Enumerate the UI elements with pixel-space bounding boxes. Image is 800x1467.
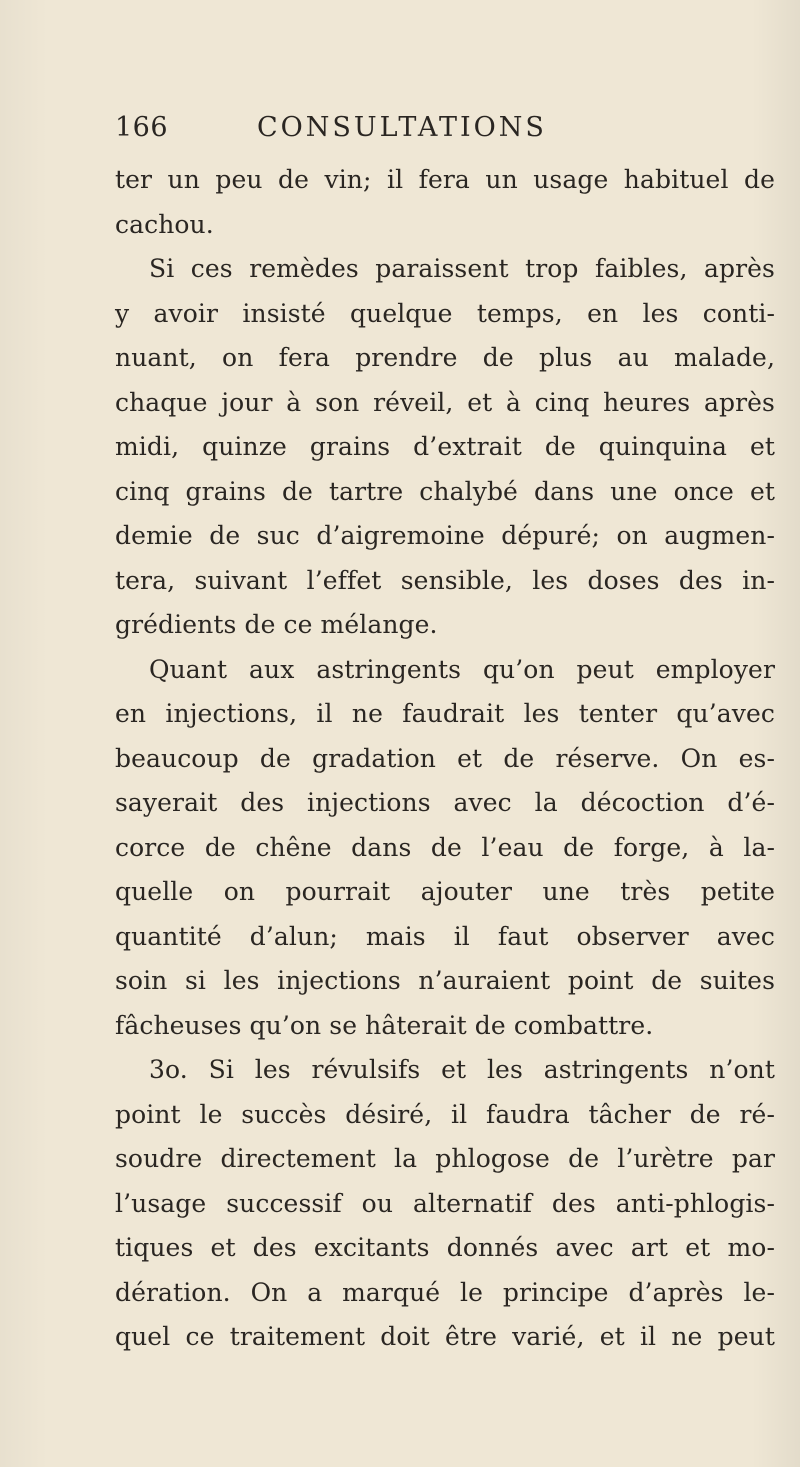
text-line: cinq grains de tartre chalybé dans une once et: [115, 476, 775, 506]
text-line: sayerait des injections avec la décoction d’é-: [115, 788, 775, 817]
text-line: midi, quinze grains d’extrait de quinquina et: [115, 432, 775, 461]
text-line: dération. On a marqué le principe d’après le-: [115, 1277, 775, 1307]
text-line: fâcheuses qu’on se hâterait de combattre.: [115, 1010, 654, 1040]
text-line: soudre directement la phlogose de l’urètre par: [115, 1144, 775, 1173]
text-line: Quant aux astringents qu’on peut employer: [149, 654, 775, 684]
text-line: quel ce traitement doit être varié, et il ne peut: [115, 1322, 775, 1351]
page-header: [115, 112, 755, 152]
text-line: beaucoup de gradation et de réserve. On es-: [115, 743, 775, 773]
text-line: chaque jour à son réveil, et à cinq heures après: [115, 387, 775, 417]
text-line: corce de chêne dans de l’eau de forge, à la-: [115, 832, 775, 862]
text-line: ter un peu de vin; il fera un usage habituel de: [115, 165, 775, 194]
text-line: tiques et des excitants donnés avec art et mo-: [115, 1233, 775, 1262]
text-line: y avoir insisté quelque temps, en les conti-: [115, 298, 775, 328]
running-title: CONSULTATIONS: [257, 112, 547, 143]
text-line: en injections, il ne faudrait les tenter qu’avec: [115, 699, 775, 728]
text-line: grédients de ce mélange.: [115, 610, 438, 639]
text-line: demie de suc d’aigremoine dépuré; on augmen-: [115, 521, 775, 550]
body-text: [115, 158, 775, 1360]
text-line: nuant, on fera prendre de plus au malade,: [115, 343, 775, 372]
text-line: cachou.: [115, 209, 214, 239]
text-line: point le succès désiré, il faudra tâcher de ré-: [115, 1099, 775, 1129]
text-line: l’usage successif ou alternatif des anti-phlogis-: [115, 1188, 775, 1218]
page-number: 166: [115, 112, 169, 143]
text-line: soin si les injections n’auraient point de suites: [115, 966, 775, 995]
text-line: 3o. Si les révulsifs et les astringents n’ont: [149, 1055, 775, 1084]
text-line: Si ces remèdes paraissent trop faibles, après: [149, 254, 775, 283]
text-line: quelle on pourrait ajouter une très petite: [115, 877, 775, 906]
text-line: quantité d’alun; mais il faut observer avec: [115, 921, 775, 951]
text-line: tera, suivant l’effet sensible, les doses des in-: [115, 565, 775, 595]
